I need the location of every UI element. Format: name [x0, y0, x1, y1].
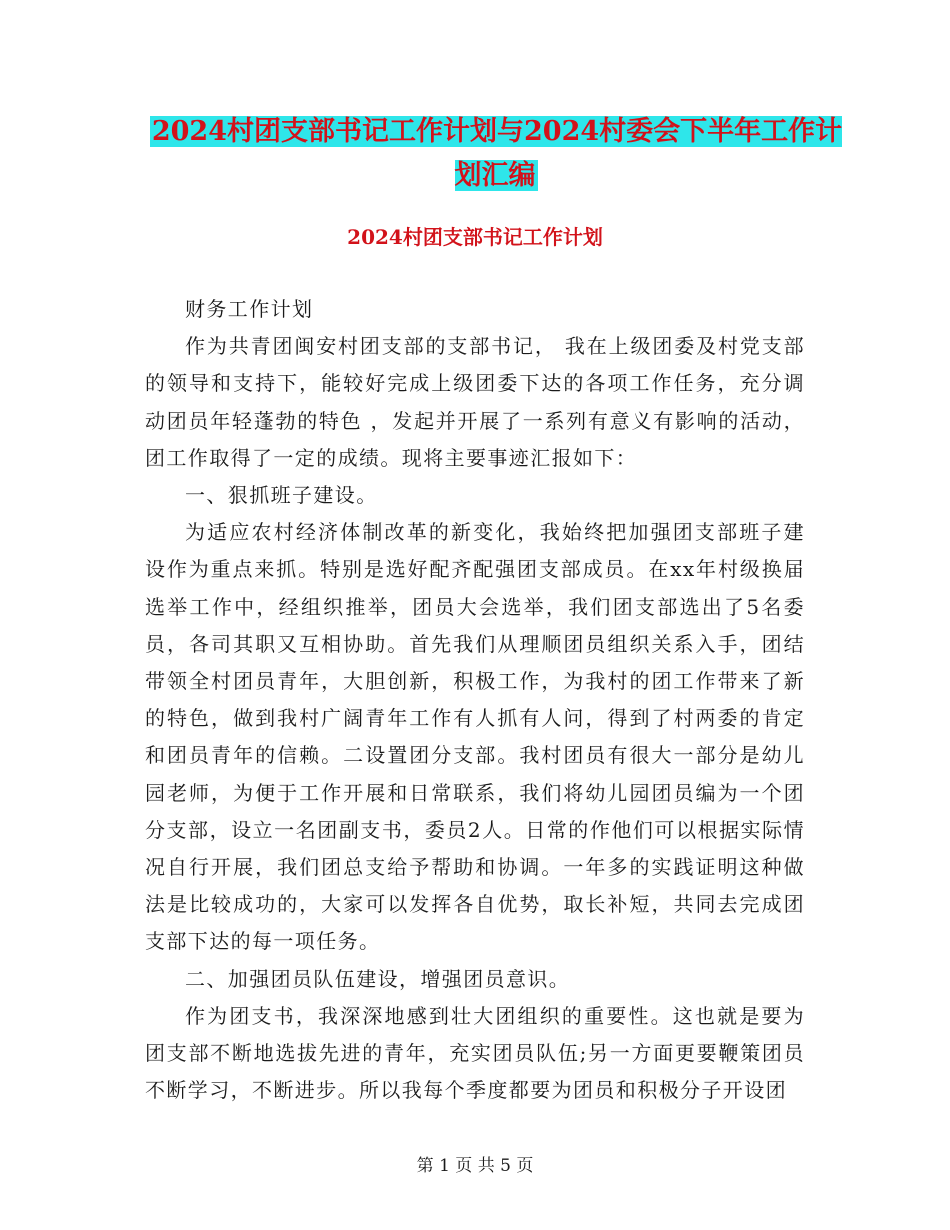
document-title-highlight: 2024村团支部书记工作计划与2024村委会下半年工作计划汇编	[151, 116, 843, 191]
section-title: 2024村团支部书记工作计划	[347, 225, 603, 249]
paragraph: 为适应农村经济体制改革的新变化，我始终把加强团支部班子建设作为重点来抓。特别是选好配齐配强团支部成员。在xx年村级换届选举工作中，经组织推举，团员大会选举，我们团支部选出了5名委员，各司其职又互相协助。首先我们从理顺团员组织关系入手，团结带领全村团员青年，大胆创新，积极工作，为我村的团工作带来了新的特色，做到我村广阔青年工作有人抓有人问，得到了村两委的肯定和团员青年的信赖。二设置团分支部。我村团员有很大一部分是幼儿园老师，为便于工作开展和日常联系，我们将幼儿园团员编为一个团分支部，设立一名团副支书，委员2人。日常的作他们可以根据实际情况自行开展，我们团总支给予帮助和协调。一年多的实践证明这种做法是比较成功的，大家可以发挥各自优势，取长补短，共同去完成团支部下达的每一项任务。	[145, 520, 805, 954]
page-footer: 第 1 页 共 5 页	[416, 1156, 534, 1176]
document-body	[145, 291, 805, 1109]
paragraph: 二、加强团员队伍建设，增强团员意识。	[185, 966, 571, 991]
paragraph: 作为团支书，我深深地感到壮大团组织的重要性。这也就是要为团支部不断地选拔先进的青年，充实团员队伍;另一方面更要鞭策团员不断学习，不断进步。所以我每个季度都要为团员和积极分子开设团	[145, 1003, 805, 1103]
paragraph: 一、狠抓班子建设。	[185, 483, 378, 508]
document-title	[140, 110, 852, 198]
paragraph: 财务工作计划	[185, 297, 314, 321]
paragraph: 作为共青团闽安村团支部的支部书记， 我在上级团委及村党支部的领导和支持下，能较好完成上级团委下达的各项工作任务，充分调动团员年轻蓬勃的特色 ，发起并开展了一系列有意义有影响的活动，团工作取得了一定的成绩。现将主要事迹汇报如下：	[145, 334, 805, 470]
